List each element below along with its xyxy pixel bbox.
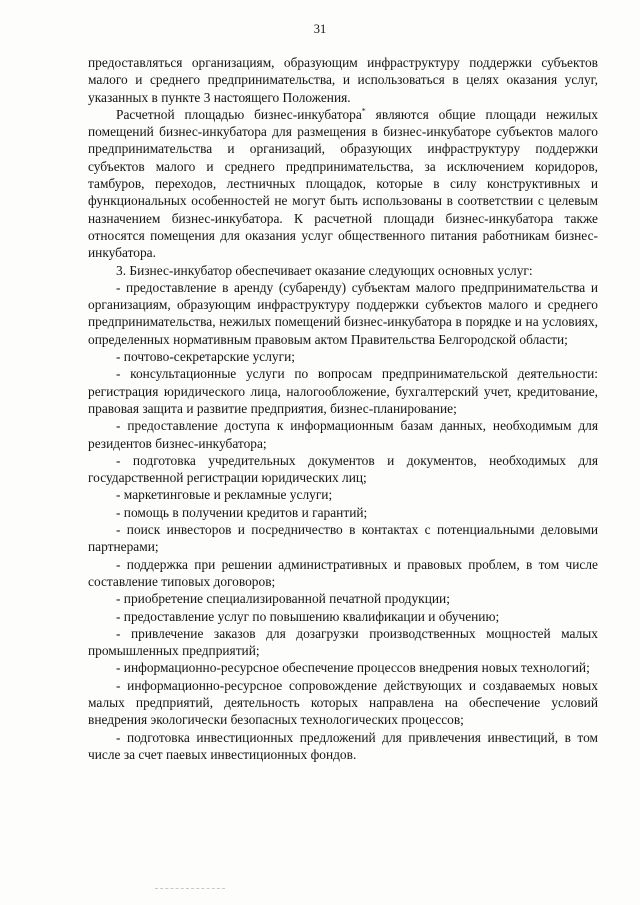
list-item-orders: - привлечение заказов для дозагрузки производственных мощностей малых промышленных предприятий; <box>88 625 598 659</box>
list-item-training: - предоставление услуг по повышению квалификации и обучению; <box>116 608 500 624</box>
list-item-founding-documents: - подготовка учредительных документов и документов, необходимых для государственной регистрации юридических лиц; <box>88 452 598 486</box>
list-item-legal-support: - поддержка при решении административных и правовых проблем, в том числе составление типовых договоров; <box>88 556 598 589</box>
paragraph-continuation: предоставляться организациям, образующим инфраструктуру поддержки субъектов малого и среднего предпринимательства, и использоваться в целях оказания услуг, указанных в пункте 3 настоящего Положения. <box>88 55 598 105</box>
list-item-rental: - предоставление в аренду (субаренду) субъектам малого предпринимательства и организациям, образующим инфраструктуру поддержки субъектов малого и среднего предпринимательства, нежилых помещений бизнес-инкубатора в порядке и на условиях, определенных нормативным правовым актом Правительства Белгородской области; <box>88 279 598 347</box>
list-item-eco-support: - информационно-ресурсное сопровождение действующих и создаваемых новых малых предприятий, деятельность которых направлена на обеспечение условий внедрения экологически безопасных технологических процессов; <box>88 677 598 728</box>
footnote-mark: * <box>361 106 366 116</box>
list-item-investment-proposals: - подготовка инвестиционных предложений для привлечения инвестиций, в том числе за счет паевых инвестиционных фондов. <box>88 729 598 762</box>
list-item-credit-help: - помощь в получении кредитов и гарантий; <box>116 504 368 520</box>
paragraph-calculated-area-text-after: являются общие площади нежилых помещений бизнес-инкубатора для размещения в бизнес-инкубаторе субъектов малого предпринимательства и организаций, образующих инфраструктуру поддержки субъектов малого и среднего предпринимательства, за исключением коридоров, тамбуров, переходов, лестничных площадок, которые в силу конструктивных и функциональных особенностей не могут быть использованы в соответствии с целевым назначением бизнес-инкубатора. К расчетной площади бизнес-инкубатора также относятся помещения для оказания услуг общественного питания работникам бизнес-инкубатора. <box>88 106 598 261</box>
list-item-investor-search: - поиск инвесторов и посредничество в контактах с потенциальными деловыми партнерами; <box>88 522 598 555</box>
list-item-database-access: - предоставление доступа к информационным базам данных, необходимым для резидентов бизнес-инкубатора; <box>88 418 598 451</box>
list-item-consulting: - консультационные услуги по вопросам предпринимательской деятельности: регистрация юридического лица, налогообложение, бухгалтерский учет, кредитование, правовая защита и развитие предприятия, бизнес-планирование; <box>88 366 598 416</box>
paragraph-calculated-area <box>88 106 598 262</box>
paragraph-calculated-area-text-before: Расчетной площадью бизнес-инкубатора <box>116 106 362 122</box>
list-item-tech-implementation: - информационно-ресурсное обеспечение процессов внедрения новых технологий; <box>116 660 590 676</box>
list-item-marketing: - маркетинговые и рекламные услуги; <box>116 487 333 503</box>
list-item-secretarial: - почтово-секретарские услуги; <box>116 349 295 365</box>
scan-artifact <box>155 888 225 889</box>
section-3-heading: 3. Бизнес-инкубатор обеспечивает оказание следующих основных услуг: <box>116 262 533 278</box>
document-body <box>88 54 598 763</box>
page-number: 31 <box>313 22 327 36</box>
list-item-printing: - приобретение специализированной печатной продукции; <box>116 591 450 607</box>
